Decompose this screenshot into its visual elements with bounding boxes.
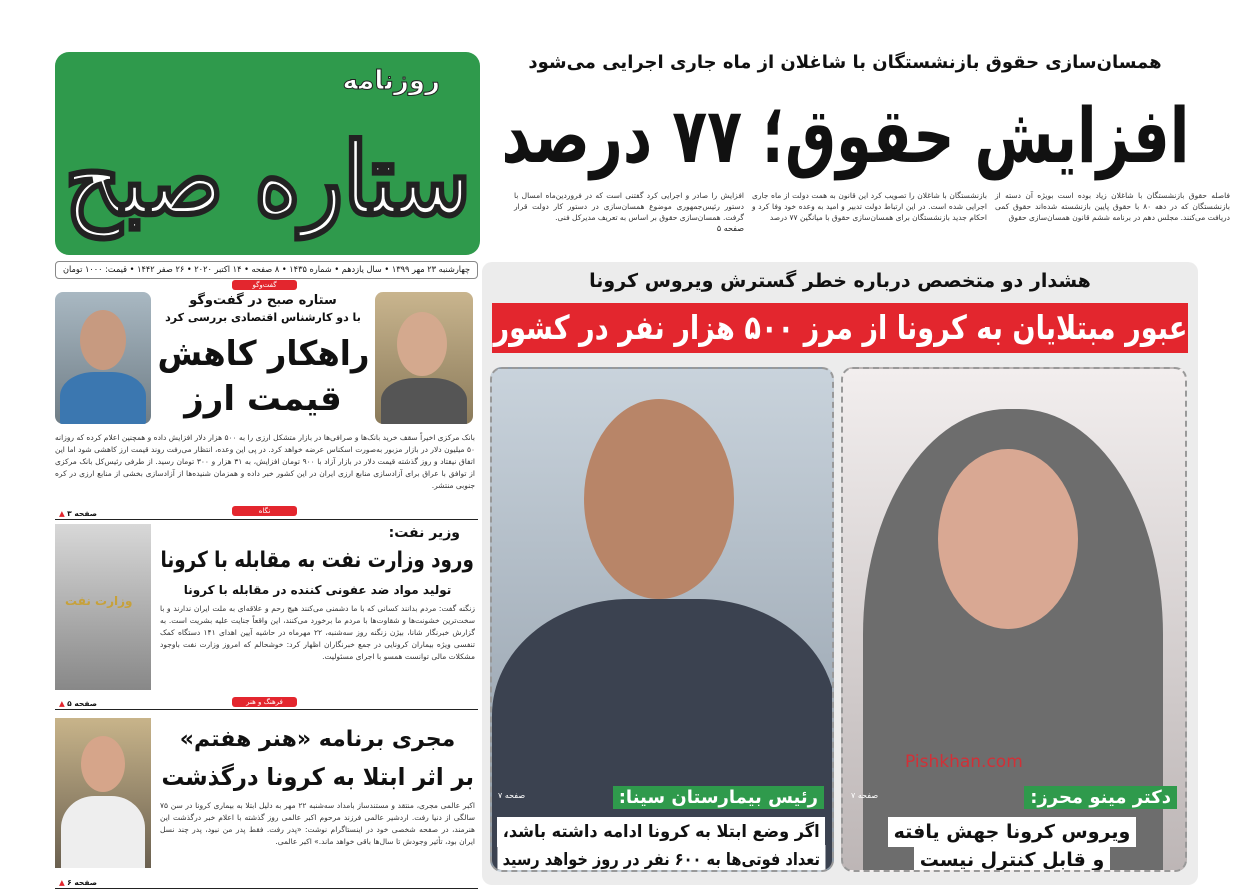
lead-headline[interactable]: افزایش حقوق؛ ۷۷ درصد — [501, 91, 1189, 180]
interview-title[interactable]: راهکار کاهش — [157, 334, 369, 374]
section-tab: نگاه — [232, 506, 297, 516]
oil-subtitle-box — [160, 582, 475, 598]
oil-title[interactable]: ورود وزارت نفت به مقابله با کرونا — [160, 548, 475, 573]
interviewee-photo — [55, 292, 151, 424]
section-tab: فرهنگ و هنر — [232, 697, 297, 707]
interview-title-box — [156, 332, 370, 376]
culture-title[interactable]: مجری برنامه «هنر هفتم» — [179, 727, 456, 752]
lead-column: افزایش را صادر و اجرایی کرد گفتنی است که در فروردین‌ماه امسال با دستور رئیس‌جمهوری موضوع همسان‌سازی در دستور کار دولت قرار گرفت. همسان‌سازی حقوق بر اساس به تعریف مدیرکل فنی. — [514, 191, 744, 222]
lead-kicker: همسان‌سازی حقوق بازنشستگان با شاغلان از ماه جاری اجرایی می‌شود — [528, 52, 1162, 73]
culture-body: اکبر عالمی مجری، منتقد و مستندساز بامداد سه‌شنبه ۲۲ مهر به دلیل ابتلا به بیماری کرونا در سن ۷۵ سالگی از دنیا رفت. اردشیر عالمی فرزند مرحوم اکبر عالمی روز گذشته با اعلام خبر درگذشت این هنرمند، در صفحه شخصی خود در اینستاگرام نوشت: «پدر رفت. فقط پدر من نبود، پدر چند نسل ایران بود، تأثیر وجودش تا سال‌ها باقی خواهد ماند.» اکبر عالمی. — [160, 801, 475, 846]
watermark: Pishkhan.com — [905, 752, 1023, 772]
masthead-subtitle: روزنامه — [342, 66, 440, 96]
culture-title-box — [160, 724, 475, 756]
oil-body: زنگنه گفت: مردم بدانند کسانی که با ما دشمنی می‌کنند هیچ رحم و علاقه‌ای به ملت ایران ندارند و با سخت‌ترین خشونت‌ها و شقاوت‌ها با مردم ما برخورد می‌کنند، این واقعاً جنایت علیه بشریت است. به گزارش خبرنگار شانا، بیژن زنگنه روز سه‌شنبه، ۲۲ مهرماه در حاشیه آیین اهدای ۱۴۱ دستگاه کمک تنفسی ویژه بیماران کرونایی در جمع خبرنگاران اظهار کرد: خوشحالم که امروز وزارت نفت باوجود مشکلات مالی توانست همسو با اجرای مسئولیت. — [160, 604, 475, 661]
chevron-up-icon: ▲ — [59, 699, 65, 708]
interview-kicker: ستاره صبح در گفت‌وگو — [189, 293, 337, 308]
page-ref-bar[interactable]: ▲ صفحه ۵ — [55, 698, 478, 710]
lead-column: فاصله حقوق بازنشستگان با شاغلان زیاد بوده است بویژه آن دسته از بازنشستگان که در دهه ۸۰ با حقوق پایین بازنشسته شده‌اند حقوق کمی دریافت می‌کنند. مجلس دهم در برنامه ششم قانون همسان‌سازی حقوق — [995, 191, 1230, 222]
page-ref[interactable]: صفحه ۷ — [498, 791, 526, 800]
lead-kicker-box — [500, 50, 1190, 76]
hospital-head-photo — [490, 367, 834, 872]
corona-banner-box — [492, 303, 1188, 353]
lead-column: بازنشستگان با شاغلان را تصویب کرد این قانون به همت دولت از ماه جاری اجرایی شده است. در این ارتباط دولت تدبیر و امید به وعده خود وفا کرد و احکام جدید بازنشستگان برای همسان‌سازی حقوق با میانگین ۷۷ درصد — [752, 191, 987, 222]
quote-line: و قابل کنترل نیست — [914, 845, 1111, 872]
section-tab: گفت‌وگو — [232, 280, 297, 290]
lead-page-ref[interactable]: صفحه ۵ — [716, 224, 744, 233]
interview-kicker-box — [156, 292, 370, 309]
akbar-alemi-photo — [55, 718, 151, 868]
culture-title[interactable]: بر اثر ابتلا به کرونا درگذشت — [161, 763, 474, 791]
quote-line: اگر وضع ابتلا به کرونا ادامه داشته باشد، — [497, 817, 825, 847]
masthead-logo: ستاره صبح — [64, 120, 471, 238]
masthead-logo-box — [63, 114, 472, 248]
culture-title-box — [160, 760, 475, 794]
lead-column-wrap — [514, 190, 744, 234]
masthead — [55, 52, 480, 255]
corona-kicker: هشدار دو متخصص درباره خطر گسترش ویروس کرونا — [589, 270, 1091, 292]
lead-headline-box — [500, 90, 1190, 182]
interview-title-box — [156, 377, 370, 421]
chevron-up-icon: ▲ — [59, 509, 65, 518]
chevron-up-icon: ▲ — [59, 878, 65, 887]
page-ref[interactable]: صفحه ۷ — [851, 791, 879, 800]
oil-subtitle: تولید مواد ضد عفونی کننده در مقابله با کرونا — [183, 583, 452, 597]
interviewee-photo — [375, 292, 473, 424]
ministry-building-photo: وزارت نفت — [55, 524, 151, 690]
interview-body: بانک مرکزی اخیراً سقف خرید بانک‌ها و صرافی‌ها در بازار متشکل ارزی را به ۵۰۰ هزار دلار افزایش داده و همچنین اعلام کرده که روزانه ۵۰ میلیون دلار در بازار مزبور به‌صورت اسکناس عرضه خواهد کرد. در پی این وعده، انتظار می‌رفت روند قیمت ارز کاهشی شود اما این اتفاق نیفتاد و روز گذشته قیمت دلار در بازار آزاد با ۹۰۰ تومان افزایش، به ۳۱ هزار و ۳۰۰ تومان رسید. از طرفی رئیس‌کل بانک مرکزی از توافق با عراق برای آزادسازی منابع ارزی ایران در این کشور خبر داده و همزمان شنیده‌ها از آزادسازی بخشی از منابع ارزی در کره جنوبی منتشر. — [55, 433, 475, 490]
quote-speaker: رئیس بیمارستان سینا: — [613, 786, 824, 809]
interview-title[interactable]: قیمت ارز — [184, 379, 342, 419]
interview-kicker-box — [156, 310, 370, 325]
oil-title-box — [160, 546, 475, 576]
quote-line: ویروس کرونا جهش یافته — [888, 817, 1137, 847]
oil-kicker: وزیر نفت: — [388, 525, 460, 541]
date-bar-box — [55, 261, 478, 279]
interview-kicker: با دو کارشناس اقتصادی بررسی کرد — [165, 311, 361, 324]
quote-line: تعداد فوتی‌ها به ۶۰۰ نفر در روز خواهد رسید — [497, 845, 825, 872]
page-ref-bar[interactable]: ▲ صفحه ۶ — [55, 877, 478, 889]
minoo-mohraz-photo — [841, 367, 1187, 872]
corona-banner[interactable]: عبور مبتلایان به کرونا از مرز ۵۰۰ هزار نفر در کشور — [493, 308, 1187, 347]
quote-speaker: دکتر مینو محرز: — [1024, 786, 1177, 809]
date-bar: چهارشنبه ۲۳ مهر ۱۳۹۹ • سال یازدهم • شماره ۱۴۳۵ • ۸ صفحه • ۱۴ اکتبر ۲۰۲۰ • ۲۶ صفر ۱۴۴۲ • قیمت: ۱۰۰۰ تومان — [62, 265, 471, 275]
page-ref-bar[interactable]: ▲ صفحه ۳ — [55, 508, 478, 520]
corona-kicker-box — [492, 268, 1188, 294]
